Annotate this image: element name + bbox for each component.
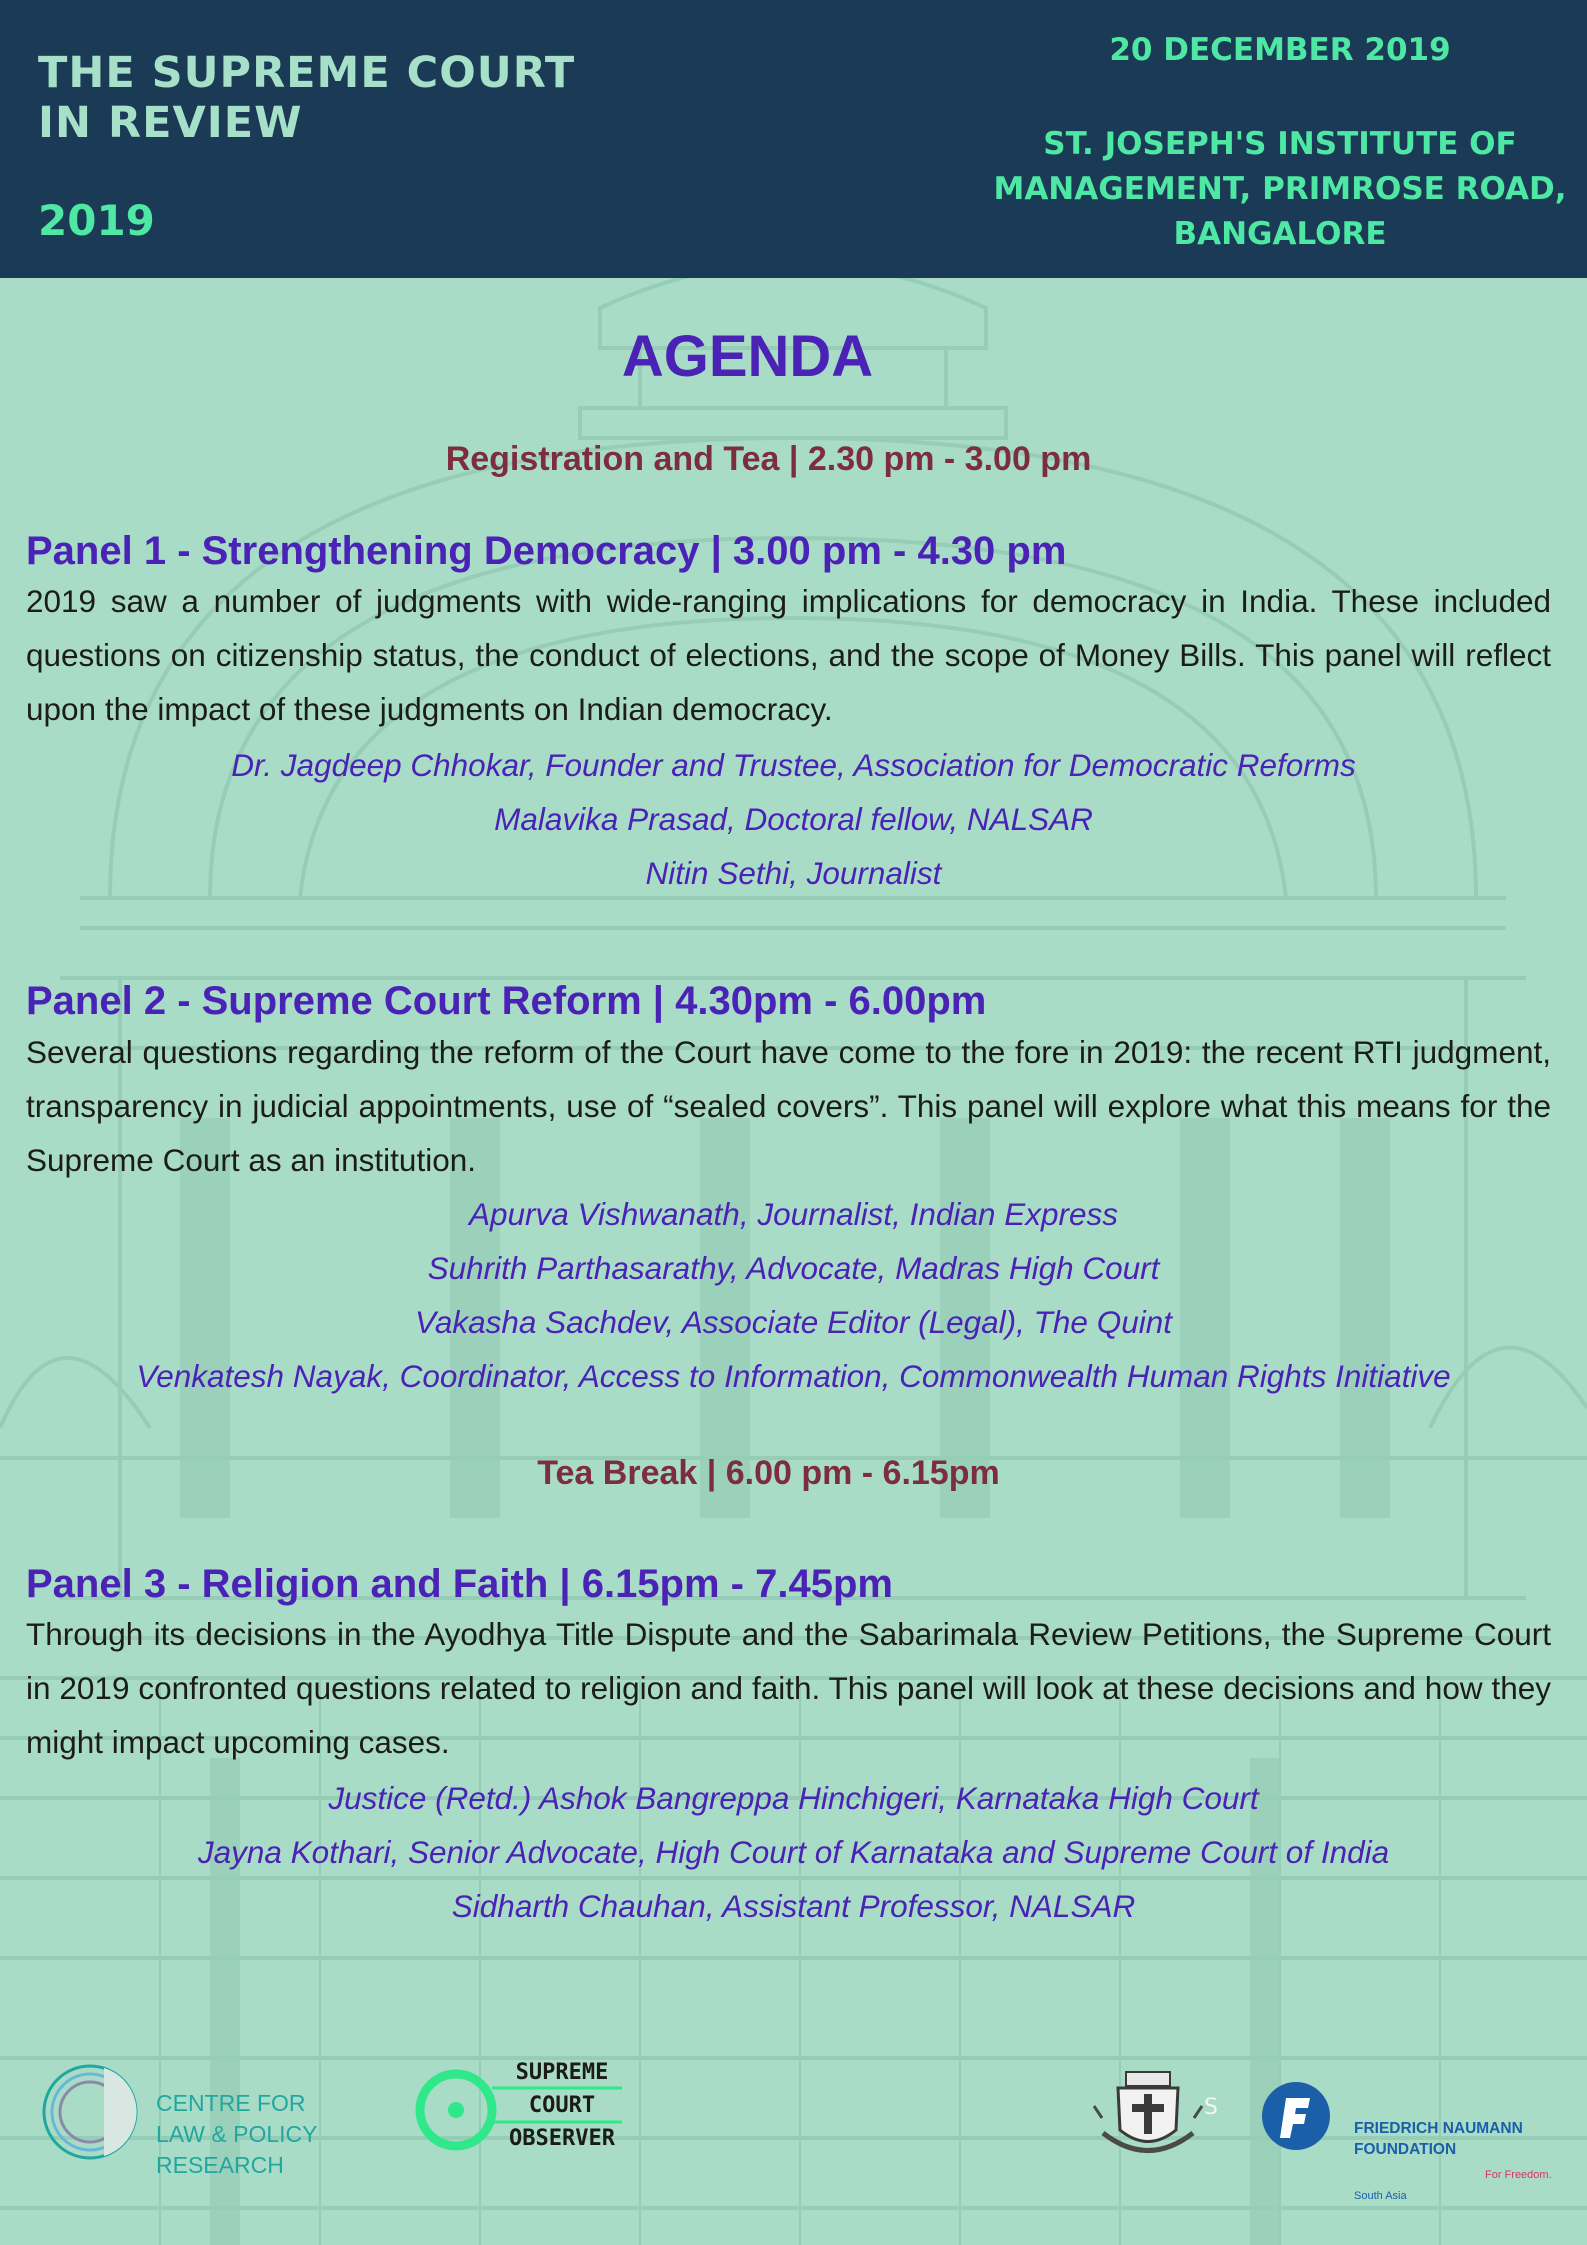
fnf-tagline: For Freedom.: [1485, 2169, 1552, 2181]
panel-1-title: Panel 1 - Strengthening Democracy | 3.00 pm - 4.30 pm: [26, 529, 1067, 573]
event-date: 20 DECEMBER 2019: [1109, 32, 1451, 68]
event-venue: ST. JOSEPH'S INSTITUTE OF MANAGEMENT, PRIMROSE ROAD, BANGALORE: [993, 126, 1567, 252]
registration-slot: Registration and Tea | 2.30 pm - 3.00 pm: [445, 440, 1092, 478]
clpr-line-3: RESEARCH: [156, 2152, 284, 2178]
college-crest-icon: [1088, 2058, 1218, 2168]
svg-text:S: S: [1204, 2095, 1218, 2120]
panel-1-description: 2019 saw a number of judgments with wide-ranging implications for democracy in India. These included questions on citizenship status, the conduct of elections, and the scope of Money Bills. This panel will reflect upon the impact of these judgments on Indian democracy.: [26, 583, 1551, 727]
sco-wordmark: [492, 2056, 632, 2155]
event-year: 2019: [38, 196, 155, 245]
clpr-logo: [38, 2060, 368, 2178]
friedrich-naumann-logo: [1260, 2070, 1560, 2202]
speaker: Justice (Retd.) Ashok Bangreppa Hinchigeri, Karnataka High Court: [328, 1780, 1259, 1816]
panel-2-speakers: [0, 1187, 1587, 1403]
fnf-line-2: FOUNDATION: [1354, 2141, 1457, 2158]
clpr-rings-icon: [38, 2060, 148, 2165]
panel-1-speakers: [0, 738, 1587, 900]
fnf-line-1: FRIEDRICH NAUMANN: [1354, 2120, 1523, 2137]
clpr-line-1: CENTRE FOR: [156, 2090, 306, 2116]
panel-3-title: Panel 3 - Religion and Faith | 6.15pm - 7.45pm: [26, 1562, 893, 1606]
speaker: Jayna Kothari, Senior Advocate, High Court of Karnataka and Supreme Court of India: [197, 1834, 1390, 1870]
event-header: [0, 0, 1587, 278]
fnf-wordmark: [1354, 2118, 1574, 2160]
panel-3-speakers: [0, 1771, 1587, 1933]
event-title: THE SUPREME COURT IN REVIEW: [38, 48, 576, 148]
fnf-region: South Asia: [1354, 2190, 1407, 2202]
speaker: Nitin Sethi, Journalist: [645, 855, 942, 891]
tea-break-slot: Tea Break | 6.00 pm - 6.15pm: [537, 1454, 1000, 1492]
panel-2-description: Several questions regarding the reform of the Court have come to the fore in 2019: the recent RTI judgment, transparency in judicial appointments, use of “sealed covers”. This panel will explore what this means for the Supreme Court as an institution.: [26, 1034, 1551, 1178]
panel-3-description: Through its decisions in the Ayodhya Title Dispute and the Sabarimala Review Petitions, the Supreme Court in 2019 confronted questions related to religion and faith. This panel will look at these decisions and how they might impact upcoming cases.: [26, 1616, 1551, 1760]
clpr-line-2: LAW & POLICY: [156, 2121, 318, 2147]
speaker: Sidharth Chauhan, Assistant Professor, NALSAR: [451, 1888, 1136, 1924]
speaker: Suhrith Parthasarathy, Advocate, Madras High Court: [427, 1250, 1160, 1286]
agenda-heading: AGENDA: [621, 324, 874, 389]
speaker: Malavika Prasad, Doctoral fellow, NALSAR: [494, 801, 1093, 837]
panel-2-title: Panel 2 - Supreme Court Reform | 4.30pm - 6.00pm: [26, 979, 987, 1023]
speaker: Dr. Jagdeep Chhokar, Founder and Trustee, Association for Democratic Reforms: [231, 747, 1356, 783]
supreme-court-observer-logo: [412, 2056, 642, 2166]
sco-line-2: COURT: [528, 2093, 596, 2118]
speaker: Vakasha Sachdev, Associate Editor (Legal), The Quint: [415, 1304, 1172, 1340]
clpr-wordmark: [156, 2088, 376, 2181]
sco-line-1: SUPREME: [515, 2060, 609, 2085]
fnf-badge-icon: [1260, 2080, 1332, 2152]
sponsor-logos: [0, 2040, 1587, 2202]
sco-line-3: OBSERVER: [509, 2126, 615, 2151]
speaker: Apurva Vishwanath, Journalist, Indian Express: [468, 1196, 1119, 1232]
speaker: Venkatesh Nayak, Coordinator, Access to Information, Commonwealth Human Rights Initiative: [136, 1358, 1451, 1394]
